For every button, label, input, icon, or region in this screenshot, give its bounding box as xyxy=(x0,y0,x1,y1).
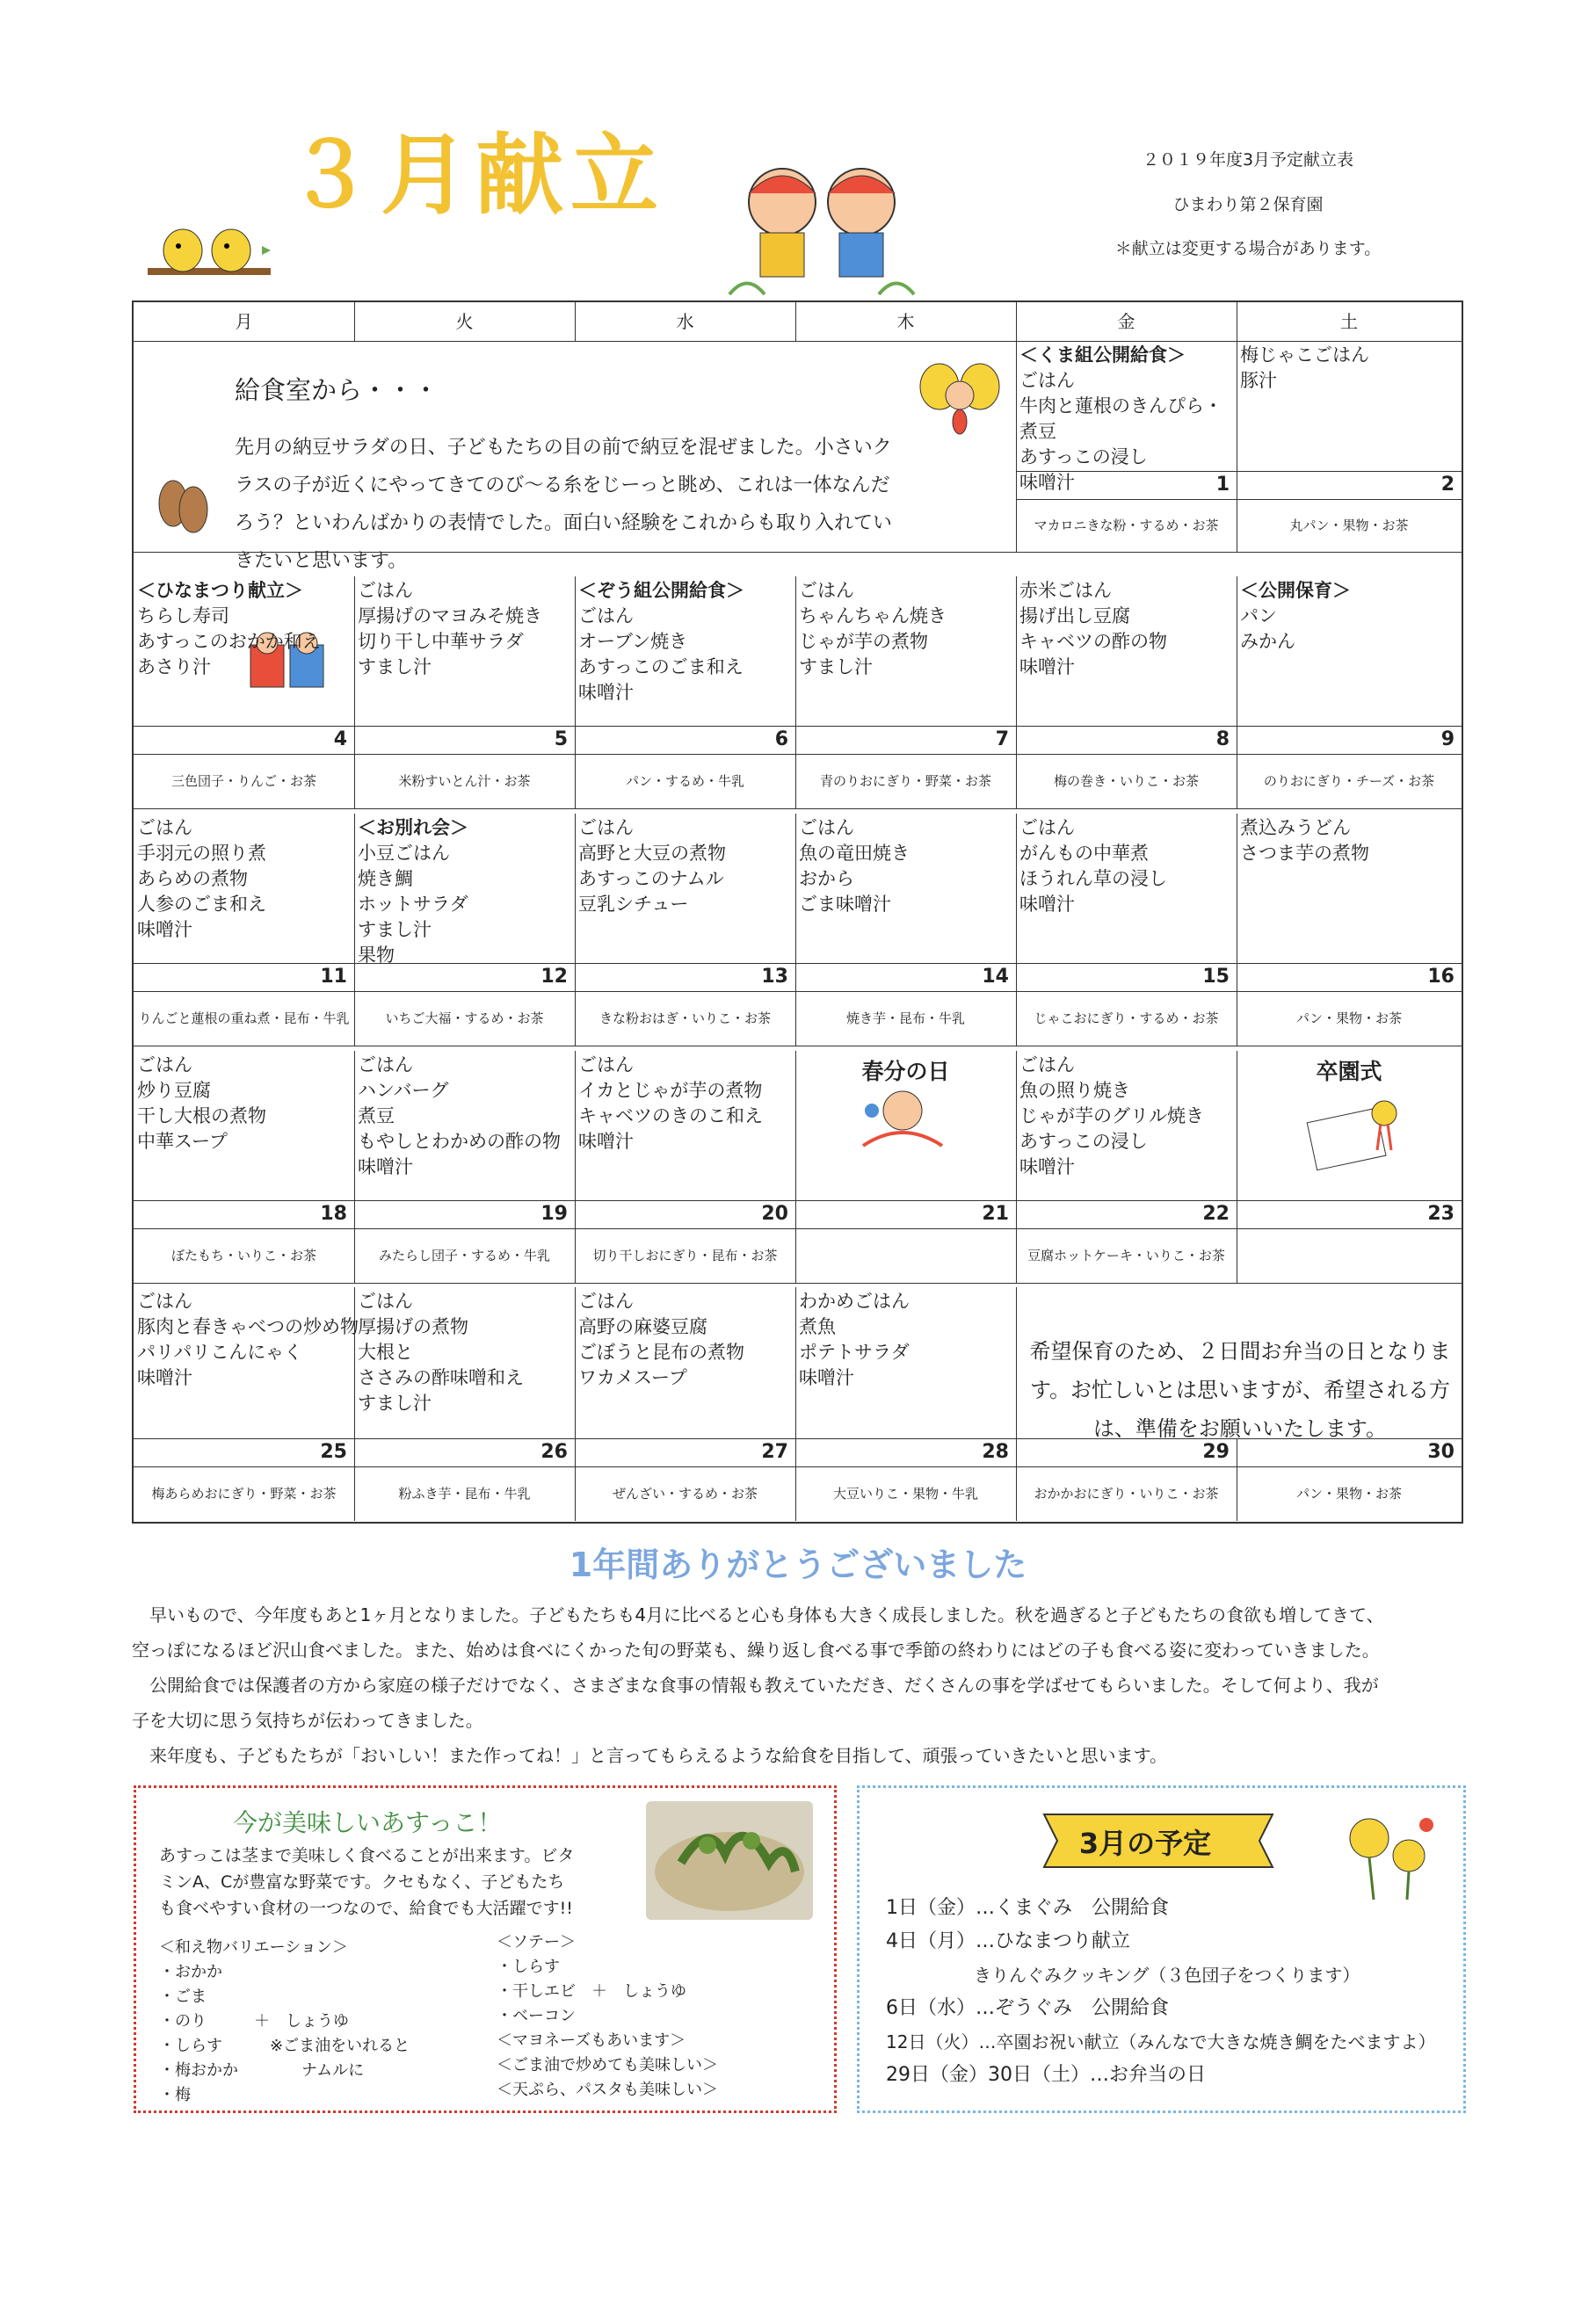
menu-item: すまし汁 xyxy=(358,656,432,677)
special-day-label: 春分の日 xyxy=(861,1059,950,1084)
menu-item: ごはん xyxy=(137,817,192,838)
thanks-line: 空っぽになるほど沢山食べました。また、始めは食べにくかった旬の野菜も、繰り返し食べる事で季節の終わりにはどの子も食べる姿に変わっていきました。 xyxy=(132,1640,1380,1661)
menu-item: 大根と xyxy=(358,1342,413,1363)
menu-item: 揚げ出し豆腐 xyxy=(1019,605,1130,626)
menu-item: すまし汁 xyxy=(358,1393,432,1414)
date-number: 4 xyxy=(333,728,347,750)
grid-line xyxy=(134,1283,1462,1284)
menu-item: あすっこのナムル xyxy=(578,868,724,889)
menu-item: 味噌汁 xyxy=(578,1131,634,1152)
menu-item: 赤米ごはん xyxy=(1019,580,1112,601)
menu-item: じゃが芋の煮物 xyxy=(799,631,928,652)
menu-item: ごはん xyxy=(137,1291,192,1312)
menu-item: オーブン焼き xyxy=(578,631,688,652)
header-line-3: ＊献立は変更する場合があります。 xyxy=(1114,239,1382,258)
menu-item: さつま芋の煮物 xyxy=(1240,843,1369,864)
menu-item: ごはん xyxy=(137,1054,192,1075)
snack-label: 米粉すいとん汁・お茶 xyxy=(398,773,531,789)
menu-cell xyxy=(134,815,354,963)
intro-line: ろう？といわんばかりの表情でした。面白い経験をこれからも取り入れてい xyxy=(235,512,893,534)
menu-cell xyxy=(795,815,1016,963)
menu-item: 果物 xyxy=(358,945,395,966)
menu-item: あすっこのおかか和え xyxy=(137,631,321,652)
snack-label: のりおにぎり・チーズ・お茶 xyxy=(1263,773,1435,789)
ashikko-line: あすっこは茎まで美味しく食べることが出来ます。ビタ xyxy=(159,1846,575,1865)
schedule-title: 3月の予定 xyxy=(1078,1827,1212,1860)
menu-cell xyxy=(1237,343,1462,471)
menu-item: 豚肉と春きゃべつの炒め物 xyxy=(137,1316,359,1337)
ashikko-left-item: ・しらす ※ごま油をいれると xyxy=(159,2037,410,2055)
menu-item: ごはん xyxy=(799,580,854,601)
menu-item: 焼き鯛 xyxy=(358,868,413,889)
snack-label: ぜんざい・するめ・お茶 xyxy=(612,1486,758,1502)
ashikko-right-item: ＜天ぷら、パスタも美味しい＞ xyxy=(497,2081,718,2099)
snack-label: 豆腐ホットケーキ・いりこ・お茶 xyxy=(1027,1248,1225,1263)
menu-item: 味噌汁 xyxy=(137,1367,192,1388)
menu-item: 味噌汁 xyxy=(358,1156,413,1177)
menu-item: 手羽元の照り煮 xyxy=(137,843,266,864)
thanks-title: 1年間ありがとうございました xyxy=(569,1546,1027,1584)
ashikko-left-item: ・おかか xyxy=(159,1963,222,1981)
date-number: 22 xyxy=(1202,1203,1230,1225)
menu-item: ハンバーグ xyxy=(358,1080,449,1101)
menu-item: おから xyxy=(799,868,854,889)
ashikko-title: 今が美味しいあすっこ！ xyxy=(233,1808,503,1837)
ashikko-right-item: ・ベーコン xyxy=(497,2007,576,2025)
menu-item: ささみの酢味噌和え xyxy=(358,1367,524,1388)
schedule-item: きりんぐみクッキング（３色団子をつくります） xyxy=(886,1965,1360,1986)
menu-cell xyxy=(575,1289,795,1438)
snack-label: パン・するめ・牛乳 xyxy=(625,773,744,789)
menu-item: 魚の照り焼き xyxy=(1019,1080,1130,1101)
menu-item: 味噌汁 xyxy=(799,1367,854,1388)
date-number: 27 xyxy=(761,1441,788,1463)
menu-cell xyxy=(134,1289,359,1438)
menu-item: 味噌汁 xyxy=(1019,472,1075,493)
ashikko-box xyxy=(134,1785,837,2113)
menu-item: 厚揚げのマヨみそ焼き xyxy=(358,605,542,626)
menu-item: ポテトサラダ xyxy=(799,1342,910,1363)
menu-item: ごはん xyxy=(1019,1054,1075,1075)
bento-note-line: 希望保育のため、２日間お弁当の日となりま xyxy=(1029,1339,1451,1364)
schedule-item: 6日（水）…ぞうぐみ 公開給食 xyxy=(886,1997,1169,2019)
date-number: 14 xyxy=(982,966,1009,988)
thanks-line: 子を大切に思う気持ちが伝わってきました。 xyxy=(132,1710,483,1731)
snack-label: 三色団子・りんご・お茶 xyxy=(170,773,316,789)
day-header: 土 xyxy=(1340,311,1358,332)
thanks-line: 来年度も、子どもたちが「おいしい！また作ってね！」と言ってもらえるような給食を目指して、頑張っていきたいと思います。 xyxy=(132,1745,1167,1766)
intro-line: 先月の納豆サラダの日、子どもたちの目の前で納豆を混ぜました。小さいク xyxy=(235,437,892,459)
schedule-item: 29日（金）30日（土）…お弁当の日 xyxy=(886,2064,1206,2086)
snack-label: パン・果物・お茶 xyxy=(1295,1486,1402,1502)
schedule-banner xyxy=(1035,1806,1281,1876)
grid-line xyxy=(1016,1287,1017,1521)
menu-item: 味噌汁 xyxy=(1019,1156,1075,1177)
date-number: 5 xyxy=(554,728,568,750)
menu-item: あらめの煮物 xyxy=(137,868,248,889)
menu-item: ごはん xyxy=(358,580,413,601)
menu-item: ごはん xyxy=(578,605,634,626)
header-line-1: ２０１９年度3月予定献立表 xyxy=(1142,150,1354,170)
date-number: 25 xyxy=(320,1441,347,1463)
ashikko-right-item: ＜ごま油で炒めても美味しい＞ xyxy=(497,2056,718,2074)
schedule-item: 1日（金）…くまぐみ 公開給食 xyxy=(886,1897,1169,1919)
date-number: 16 xyxy=(1427,966,1455,988)
menu-item: 煮豆 xyxy=(1019,421,1056,442)
menu-item: あすっこの浸し xyxy=(1019,1131,1148,1152)
natto-illustration xyxy=(151,473,213,547)
date-number: 6 xyxy=(774,728,788,750)
page-title: ３月献立 xyxy=(286,124,665,227)
menu-item: 中華スープ xyxy=(137,1131,228,1152)
menu-item: 豚汁 xyxy=(1240,370,1277,391)
intro-box xyxy=(134,341,1016,572)
ashikko-right-item: ＜ソテー＞ xyxy=(497,1933,576,1951)
menu-item: ちらし寿司 xyxy=(137,605,229,626)
menu-item: 厚揚げの煮物 xyxy=(358,1316,468,1337)
menu-cell xyxy=(575,815,795,963)
menu-item: ごはん xyxy=(578,817,634,838)
grid-line xyxy=(134,1200,1462,1201)
menu-item: ごま味噌汁 xyxy=(799,894,891,915)
thanks-body xyxy=(132,1597,1468,1773)
spring-illustration xyxy=(854,1084,951,1158)
ashikko-line: ミンA、Cが豊富な野菜です。クセもなく、子どもたち xyxy=(159,1872,565,1892)
ashikko-left-item: ・ごま xyxy=(159,1987,207,2006)
menu-cell xyxy=(1016,343,1237,493)
menu-item: 人参のごま和え xyxy=(137,894,266,915)
date-number: 1 xyxy=(1215,474,1230,496)
menu-event-label: ＜お別れ会＞ xyxy=(358,817,468,838)
menu-item: 味噌汁 xyxy=(578,682,634,703)
snack-label: おかかおにぎり・いりこ・お茶 xyxy=(1034,1486,1219,1502)
menu-item: ごはん xyxy=(358,1291,413,1312)
menu-cell xyxy=(134,1053,354,1200)
menu-item: 豆乳シチュー xyxy=(578,894,689,915)
special-day-label: 卒園式 xyxy=(1316,1059,1382,1084)
day-header: 火 xyxy=(455,311,474,332)
snack-label: 青のりおにぎり・野菜・お茶 xyxy=(819,773,991,789)
date-number: 8 xyxy=(1215,728,1230,750)
menu-item: 高野と大豆の煮物 xyxy=(578,843,726,864)
ashikko-right-item: ＜マヨネーズもあいます＞ xyxy=(497,2031,686,2050)
menu-item: ほうれん草の浸し xyxy=(1019,868,1167,889)
day-header: 木 xyxy=(896,311,915,332)
date-number: 29 xyxy=(1202,1441,1230,1463)
menu-item: パン xyxy=(1240,605,1277,626)
menu-item: あさり汁 xyxy=(137,656,211,677)
menu-cell xyxy=(575,1053,795,1200)
date-number: 30 xyxy=(1427,1441,1455,1463)
grid-line xyxy=(134,341,1462,342)
menu-item: みかん xyxy=(1240,631,1295,652)
snack-label: じゃこおにぎり・するめ・お茶 xyxy=(1034,1010,1219,1026)
menu-cell xyxy=(1016,578,1237,726)
date-number: 7 xyxy=(995,728,1009,750)
grid-line xyxy=(134,808,1462,809)
menu-item: ごはん xyxy=(1019,370,1075,391)
date-number: 15 xyxy=(1202,966,1230,988)
header-line-2: ひまわり第２保育園 xyxy=(1172,195,1324,214)
menu-item: もやしとわかめの酢の物 xyxy=(358,1131,561,1152)
date-number: 11 xyxy=(320,966,347,988)
menu-cell xyxy=(1237,578,1462,726)
menu-cell xyxy=(354,1289,575,1438)
date-number: 13 xyxy=(761,966,788,988)
snack-label: パン・果物・お茶 xyxy=(1295,1010,1402,1026)
menu-cell xyxy=(795,578,1016,726)
menu-cell xyxy=(575,578,795,726)
menu-item: 味噌汁 xyxy=(137,919,192,940)
menu-item: キャベツの酢の物 xyxy=(1019,631,1167,652)
snack-label: 梅の巻き・いりこ・お茶 xyxy=(1053,773,1199,789)
snack-label: ぼたもち・いりこ・お茶 xyxy=(170,1248,316,1263)
menu-item: あすっこの浸し xyxy=(1019,446,1148,467)
menu-event-label: ＜くま組公開給食＞ xyxy=(1019,344,1186,366)
menu-item: 味噌汁 xyxy=(1019,894,1075,915)
menu-item: ごぼうと昆布の煮物 xyxy=(578,1342,744,1363)
menu-item: 梅じゃこごはん xyxy=(1240,344,1369,366)
ashikko-left-item: ・梅おかか ナムルに xyxy=(159,2061,365,2080)
menu-item: ごはん xyxy=(578,1054,634,1075)
ashikko-photo xyxy=(646,1801,813,1920)
date-number: 28 xyxy=(982,1441,1009,1463)
chicks-illustration xyxy=(148,215,271,286)
snack-label: マカロニきな粉・するめ・お茶 xyxy=(1034,518,1219,533)
menu-cell xyxy=(354,1053,575,1200)
ashikko-left-item: ＜和え物バリエーション＞ xyxy=(159,1938,348,1957)
day-header: 月 xyxy=(235,311,253,332)
day-header: 水 xyxy=(676,311,694,332)
thanks-line: 公開給食では保護者の方から家庭の様子だけでなく、さまざまな食事の情報も教えていただき、だくさんの事を学ばせてもらいました。そして何より、我が xyxy=(132,1675,1379,1696)
date-number: 2 xyxy=(1440,474,1455,496)
date-number: 19 xyxy=(540,1203,568,1225)
menu-item: あすっこのごま和え xyxy=(578,656,744,677)
snack-label: みたらし団子・するめ・牛乳 xyxy=(378,1248,550,1263)
menu-item: ごはん xyxy=(358,1054,413,1075)
grid-line xyxy=(575,302,576,341)
menu-event-label: ＜公開保育＞ xyxy=(1240,580,1351,601)
children-illustration xyxy=(721,141,923,299)
snack-label: りんごと蓮根の重ね煮・昆布・牛乳 xyxy=(138,1010,350,1026)
grid-line xyxy=(134,726,1462,727)
graduation-illustration xyxy=(1307,1089,1404,1176)
snack-label: 焼き芋・昆布・牛乳 xyxy=(845,1010,965,1026)
snack-label: きな粉おはぎ・いりこ・お茶 xyxy=(598,1010,771,1026)
menu-calendar xyxy=(132,300,1463,1524)
menu-item: 煮魚 xyxy=(799,1316,836,1337)
bento-note-line: す。お忙しいとは思いますが、希望される方 xyxy=(1029,1378,1451,1402)
menu-item: イカとじゃが芋の煮物 xyxy=(578,1080,763,1101)
menu-item: 小豆ごはん xyxy=(358,843,450,864)
ashikko-right-item: ・しらす xyxy=(497,1958,560,1976)
ashikko-right-item: ・干しエビ ＋ しょうゆ xyxy=(497,1982,686,2001)
menu-cell xyxy=(1016,1053,1237,1200)
date-number: 18 xyxy=(320,1203,347,1225)
snack-label: 丸パン・果物・お茶 xyxy=(1289,518,1409,533)
menu-item: ワカメスープ xyxy=(578,1367,687,1388)
snack-label: 梅あらめおにぎり・野菜・お茶 xyxy=(151,1486,337,1502)
ashikko-left-item: ・梅 xyxy=(159,2086,191,2104)
schedule-item: 12日（火）…卒園お祝い献立（みんなで大きな焼き鯛をたべますよ） xyxy=(886,2031,1436,2053)
intro-title: 給食室から・・・ xyxy=(235,375,439,405)
grid-line xyxy=(795,302,796,341)
intro-line: きたいと思います。 xyxy=(235,550,408,572)
menu-item: じゃが芋のグリル焼き xyxy=(1019,1105,1204,1126)
menu-item: ごはん xyxy=(1019,817,1075,838)
date-number: 9 xyxy=(1440,728,1455,750)
menu-item: わかめごはん xyxy=(799,1291,910,1312)
grid-line xyxy=(134,1438,1462,1439)
menu-cell xyxy=(354,578,575,726)
menu-item: ごはん xyxy=(799,817,854,838)
grid-line xyxy=(134,963,1462,964)
menu-cell xyxy=(354,815,575,966)
ashikko-left-item: ・のり ＋ しょうゆ xyxy=(159,2012,349,2031)
menu-item: パリパリこんにゃく xyxy=(137,1342,302,1363)
grid-line xyxy=(1016,302,1017,341)
menu-item: 煮豆 xyxy=(358,1105,395,1126)
menu-item: 切り干し中華サラダ xyxy=(358,631,524,652)
schedule-box xyxy=(857,1785,1466,2113)
menu-cell xyxy=(134,578,354,726)
ashikko-line: も食べやすい食材の一つなので、給食でも大活躍です!! xyxy=(159,1899,573,1918)
menu-item: 炒り豆腐 xyxy=(137,1080,211,1101)
butterfly-illustration xyxy=(920,360,999,438)
menu-item: がんもの中華煮 xyxy=(1019,843,1149,864)
menu-item: ちゃんちゃん焼き xyxy=(799,605,947,626)
snack-label: 切り干しおにぎり・昆布・お茶 xyxy=(592,1248,778,1263)
snack-label: 大豆いりこ・果物・牛乳 xyxy=(832,1486,978,1502)
date-number: 26 xyxy=(540,1441,568,1463)
date-number: 21 xyxy=(982,1203,1009,1225)
schedule-item: 4日（月）…ひなまつり献立 xyxy=(886,1930,1130,1952)
menu-item: 牛肉と蓮根のきんぴら・ xyxy=(1019,395,1222,416)
menu-item: すまし汁 xyxy=(358,919,432,940)
bento-note-line: は、準備をお願いいたします。 xyxy=(1092,1416,1388,1441)
menu-item: ホットサラダ xyxy=(358,894,468,915)
menu-item: すまし汁 xyxy=(799,656,873,677)
grid-line xyxy=(354,302,355,341)
menu-item: ごはん xyxy=(578,1291,634,1312)
intro-line: ラスの子が近くにやってきてのび～る糸をじーっと眺め、これは一体なんだ xyxy=(235,474,890,496)
menu-item: 高野の麻婆豆腐 xyxy=(578,1316,707,1337)
date-number: 12 xyxy=(540,966,568,988)
menu-event-label: ＜ぞう組公開給食＞ xyxy=(578,580,744,601)
date-number: 23 xyxy=(1427,1203,1455,1225)
snack-label: 粉ふき芋・昆布・牛乳 xyxy=(398,1486,531,1502)
menu-item: キャベツのきのこ和え xyxy=(578,1105,763,1126)
snack-label: いちご大福・するめ・お茶 xyxy=(385,1010,544,1026)
grid-line xyxy=(134,552,1462,553)
menu-item: 味噌汁 xyxy=(1019,656,1075,677)
thanks-line: 早いもので、今年度もあと1ヶ月となりました。子どもたちも4月に比べると心も身体も大きく成長しました。秋を過ぎると子どもたちの食欲も増してきて、 xyxy=(132,1604,1384,1625)
day-header: 金 xyxy=(1117,311,1135,332)
date-number: 20 xyxy=(761,1203,788,1225)
menu-cell xyxy=(795,1289,1016,1438)
menu-cell xyxy=(1237,815,1462,963)
menu-item: 干し大根の煮物 xyxy=(137,1105,266,1126)
menu-item: 魚の竜田焼き xyxy=(799,843,910,864)
menu-cell xyxy=(1016,815,1237,963)
menu-event-label: ＜ひなまつり献立＞ xyxy=(137,580,303,601)
menu-item: 煮込みうどん xyxy=(1240,817,1351,838)
